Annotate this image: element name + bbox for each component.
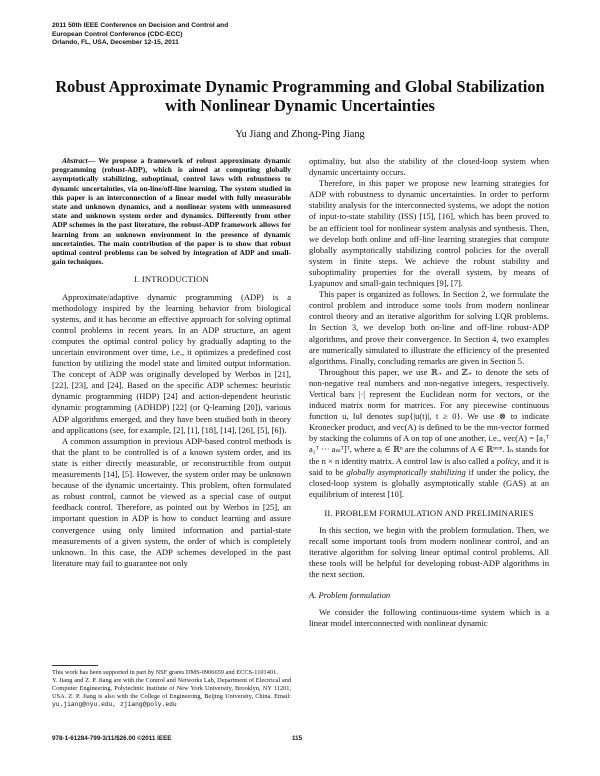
abstract-text: — We propose a framework of robust approximate dynamic programming (robust-ADP), which is aimed at computing globally asymptotically stabilizing, suboptimal, control laws with robustness to dynamic uncertainties, via on-line/off-line learning. The system studied in this paper is an interconnection of a linear model with fully measurable state and unknown dynamics, and a nonlinear system with unmeasured state and unknown system order and dynamics. Differently from other ADP schemes in the past literature, the robust-ADP framework allows for learning from an unknown environment in the presence of dynamic uncertainties. The main contribution of the paper is to show that robust optimal control problems can be solved by integration of ADP and small-gain techniques. [52,156,291,267]
abstract-label: Abstract [62,156,88,165]
conference-line-1: 2011 50th IEEE Conference on Decision and Control and [52,22,229,29]
abstract [52,156,291,266]
left-column [52,156,291,569]
paper-title [40,78,560,115]
intro-paragraph-2: A common assumption in previous ADP-based control methods is that the plant to be controlled is of a known system order, and its state is either directly measurable, or reconstructible from output measurements [14], [5]. However, the system order may be unknown because of the dynamic uncertainty. This problem, often formulated as robust control, cannot be viewed as a special case of output feedback control. Therefore, as pointed out by Werbos in [25], an important question in ADP is how to conduct learning and assure convergence using only limited information and partial-state measurements of a given system, the order of which is completely unknown. In this case, the ADP schemes developed in the past literature may fail to guarantee not only [52,435,291,568]
section2-paragraph-2: We consider the following continuous-time system which is a linear model interconnected with nonlinear dynamic [309,606,549,628]
section-heading-problem-formulation: II. PROBLEM FORMULATION AND PRELIMINARIES [324,507,534,518]
footnote-affiliation [52,677,291,709]
page-number: 115 [292,735,303,742]
conference-header [52,22,228,48]
notation-text-c: if under the policy, the closed-loop system is globally asymptotically stable (GAS) at an equilibrium of interest [10]. [309,466,549,499]
section2-paragraph-1: In this section, we begin with the problem formulation. Then, we recall some important tools from modern nonlinear control, and an iterative algorithm for solving linear optimal control problems. All these tools will be helpful for developing robust-ADP algorithms in the next section. [309,525,549,580]
intro-paragraph-4: This paper is organized as follows. In Section 2, we formulate the control problem and introduce some tools from modern nonlinear control theory and an iterative algorithm for solving LQR problems. In Section 3, we develop both on-line and off-line robust-ADP algorithms, and prove their convergence. In Section 4, two examples are numerically simulated to illustrate the efficiency of the presented algorithms. Finally, concluding remarks are given in Section 5. [309,289,549,366]
intro-paragraph-2-continued: optimality, but also the stability of the closed-loop system when dynamic uncertainty occurs. [309,156,549,178]
section-heading-introduction: I. INTRODUCTION [134,274,209,285]
notation-gas: globally asymptotically stabilizing [346,466,466,477]
footnote-affiliation-text: Y. Jiang and Z. P. Jiang are with the Control and Networks Lab, Department of Electrical and Computer Engineering, Polytechnic Institute of New York University, Brooklyn, NY 11201, USA. Z. P. Jiang is also with the College of Engineering, Beijing University, China. Email: [52,677,291,700]
right-column [309,156,549,629]
isbn-copyright: 978-1-61284-799-3/11/$26.00 ©2011 IEEE [52,735,172,742]
footnote-funding: This work has been supported in part by NSF grants DMS-0906659 and ECCS-1101401. [52,669,278,676]
author-emails: yu.jiang@nyu.edu, zjiang@poly.edu [52,701,177,708]
notation-policy: policy [496,455,518,466]
footnotes [52,669,291,709]
title-line-1: Robust Approximate Dynamic Programming and Global Stabilization [55,77,545,96]
notation-text-b: , and it is said to be [309,455,549,477]
footnote-rule [52,665,98,666]
title-line-2: with Nonlinear Dynamic Uncertainties [165,95,435,115]
intro-paragraph-5 [309,367,549,500]
intro-paragraph-1: Approximate/adaptive dynamic programming (ADP) is a methodology inspired by the learning behavior from biological systems, and it has become an effective approach for solving optimal control problems in recent years. In an ADP structure, an agent computes the optimal control policy by gradually adapting to the uncertain environment over time, i.e., it optimizes a predefined cost function by utilizing the model state and limited output information. The concept of ADP was originally developed by Werbos in [21], [22], [23], and [24]. Based on the specific ADP schemes: heuristic dynamic programming (HDP) [24] and action-dependent heuristic dynamic programming (ADHDP) [22] (or Q-learning [20]), various ADP algorithms emerged, and they have been studied both in theory and applications (see, for example, [2], [1], [18], [14], [26], [5], [6]). [52,291,291,435]
subsection-heading-problem-formulation: A. Problem formulation [309,590,391,601]
authors: Yu Jiang and Zhong-Ping Jiang [235,129,365,140]
conference-line-2: European Control Conference (CDC-ECC) [52,30,183,38]
conference-line-3: Orlando, FL, USA, December 12-15, 2011 [52,39,179,47]
intro-paragraph-3: Therefore, in this paper we propose new learning strategies for ADP with robustness to dynamic uncertainties. In order to perform stability analysis for the interconnected systems, we adopt the notion of input-to-state stability (ISS) [15], [16], which has been proved to be an efficient tool for nonlinear system analysis and synthesis. Then, we develop both online and off-line learning strategies that compute globally asymptotically stabilizing control policies for the overall system in finite steps. We achieve the robust stability and suboptimality properties for the overall system, by means of Lyapunov and small-gain techniques [9], [7]. [309,178,549,289]
notation-text-a: Throughout this paper, we use ℝ₊ and ℤ₊ to denote the sets of non-negative real numbers and non-negative integers, respectively. Vertical bars |·| represent the Euclidean norm for vectors, or the induced matrix norm for matrices. For any piecewise continuous function u, ‖u‖ denotes sup{|u(t)|, t ≥ 0}. We use ⊗ to indicate Kronecker product, and vec(A) is defined to be the mn-vector formed by stacking the columns of A on top of one another, i.e., vec(A) = [a₁ᵀ a₂ᵀ ··· aₘᵀ]ᵀ, where aᵢ ∈ ℝⁿ are the columns of A ∈ ℝⁿˣᵐ. Iₙ stands for the n × n identity matrix. A control law is also called a [309,366,549,466]
